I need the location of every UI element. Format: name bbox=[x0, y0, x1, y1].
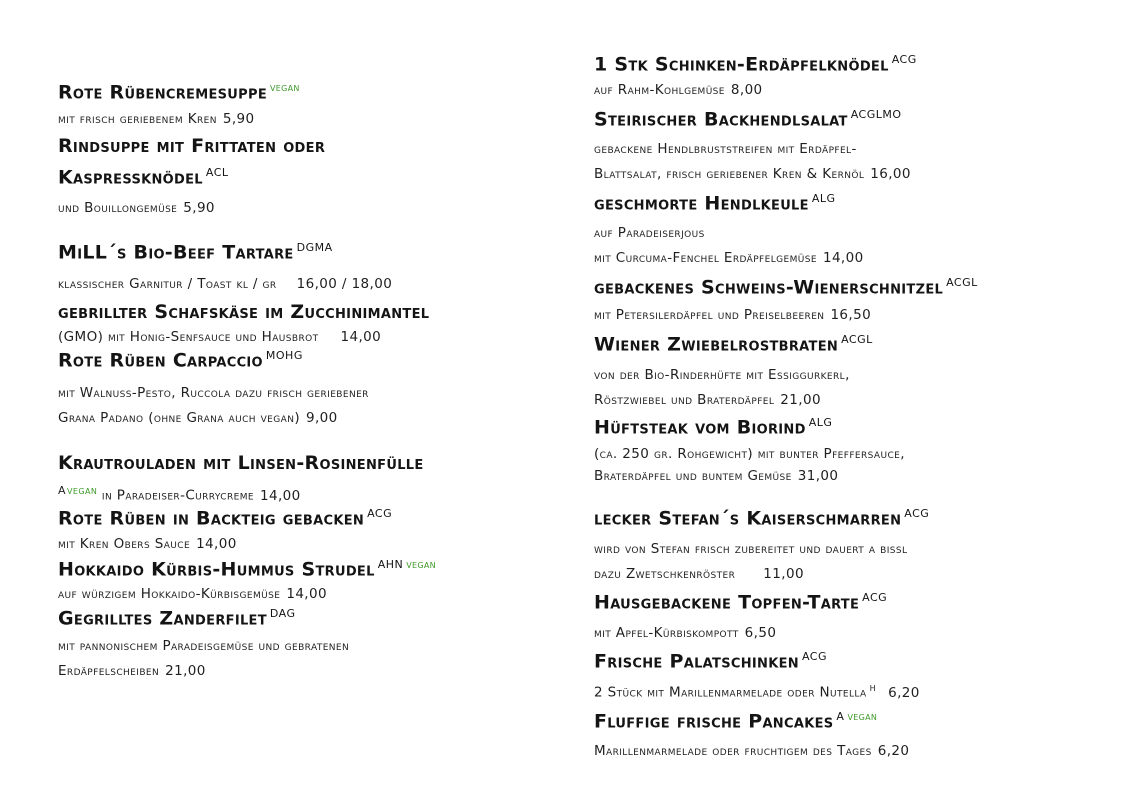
allergen-code: ALG bbox=[811, 192, 836, 205]
price: 9,00 bbox=[306, 410, 338, 426]
allergen-code: DGMA bbox=[296, 241, 333, 254]
price: 14,00 bbox=[822, 250, 864, 266]
dish-title: Rote Rüben Carpaccio $^{MOHG}$ bbox=[58, 349, 303, 372]
dish-name: Rote Rübencremesuppe bbox=[58, 81, 268, 104]
price: 11,00 bbox=[763, 566, 804, 582]
allergen-code: ACG bbox=[801, 650, 827, 663]
dish-description: dazu Zwetschkenröster 11,00 bbox=[594, 566, 804, 582]
vegan-tag: vegan bbox=[270, 80, 300, 94]
dish-description: $^A$vegan in Paradeiser-Currycreme 14,00 bbox=[58, 483, 301, 504]
dish-description: von der Bio-Rinderhüfte mit Essiggurkerl, bbox=[594, 367, 850, 383]
price: 16,00 / 18,00 bbox=[296, 276, 393, 292]
price: 14,00 bbox=[196, 536, 237, 552]
price: 6,20 bbox=[888, 684, 920, 701]
dish-description: Röstzwiebel und Braterdäpfel 21,00 bbox=[594, 392, 821, 408]
dish-description: auf Paradeiserjous bbox=[594, 225, 705, 241]
allergen-code: H bbox=[869, 684, 877, 693]
dish-title: gebackenes Schweins-Wienerschnitzel $^{ACGL}$ bbox=[594, 276, 978, 299]
dish-description: klassischer Garnitur / Toast kl / gr 16,00 / 18,00 bbox=[58, 276, 393, 292]
dish-description: und Bouillongemüse 5,90 bbox=[58, 200, 215, 216]
price: 14,00 bbox=[259, 487, 301, 504]
price: 14,00 bbox=[340, 329, 382, 345]
allergen-code: ACG bbox=[891, 53, 917, 66]
dish-title: Krautrouladen mit Linsen-Rosinenfülle bbox=[58, 452, 424, 474]
dish-description: Marillenmarmelade oder fruchtigem des Tages 6,20 bbox=[594, 743, 910, 759]
dish-title: Hüftsteak vom Biorind $^{ALG}$ bbox=[594, 416, 833, 439]
allergen-code: ACL bbox=[205, 166, 229, 179]
dish-description: auf Rahm-Kohlgemüse 8,00 bbox=[594, 82, 763, 98]
dish-description: (GMO) mit Honig-Senfsauce und Hausbrot 14,00 bbox=[58, 329, 382, 345]
allergen-code: ALG bbox=[808, 416, 833, 429]
allergen-code: MOHG bbox=[265, 349, 303, 362]
dish-title: lecker Stefan´s Kaiserschmarren $^{ACG}$ bbox=[594, 507, 930, 530]
dish-description: mit Petersilerdäpfel und Preiselbeeren 16,50 bbox=[594, 307, 872, 323]
dish-description: Blattsalat, frisch geriebener Kren & Kernöl 16,00 bbox=[594, 166, 911, 182]
dish-title: Fluffige frische Pancakes $^A$ $^{vegan}$ bbox=[594, 709, 878, 733]
allergen-code: A bbox=[836, 710, 845, 723]
allergen-code: DAG bbox=[269, 607, 296, 620]
dish-title: Wiener Zwiebelrostbraten $^{ACGL}$ bbox=[594, 333, 873, 356]
allergen-code: ACG bbox=[367, 507, 393, 520]
allergen-code: ACGL bbox=[841, 333, 873, 346]
allergen-code: ACG bbox=[862, 591, 888, 604]
allergen-code: ACGL bbox=[946, 276, 978, 289]
vegan-tag: vegan bbox=[67, 483, 98, 497]
dish-description: gebackene Hendlbruststreifen mit Erdäpfel- bbox=[594, 141, 857, 157]
price: 14,00 bbox=[286, 586, 327, 602]
vegan-tag: vegan bbox=[847, 709, 878, 723]
dish-description: mit Curcuma-Fenchel Erdäpfelgemüse 14,00 bbox=[594, 250, 864, 266]
price: 5,90 bbox=[183, 200, 215, 216]
dish-description: mit Apfel-Kürbiskompott 6,50 bbox=[594, 625, 777, 641]
dish-description: Grana Padano (ohne Grana auch vegan) 9,00 bbox=[58, 410, 338, 426]
dish-description: mit Kren Obers Sauce 14,00 bbox=[58, 536, 237, 552]
price: 21,00 bbox=[780, 392, 821, 408]
dish-title: Hokkaido Kürbis-Hummus Strudel $^{AHN}$ $^{vegan}$ bbox=[58, 557, 436, 581]
price: 16,50 bbox=[830, 307, 872, 323]
dish-description: (ca. 250 gr. Rohgewicht) mit bunter Pfeffersauce, bbox=[594, 446, 905, 462]
dish-title: 1 Stk Schinken-Erdäpfelknödel $^{ACG}$ bbox=[594, 53, 917, 76]
dish-description: wird von Stefan frisch zubereitet und dauert a bissl bbox=[594, 541, 908, 557]
dish-title: Steirischer Backhendlsalat $^{ACGLMO}$ bbox=[594, 108, 902, 131]
dish-description: auf würzigem Hokkaido-Kürbisgemüse 14,00 bbox=[58, 586, 327, 602]
dish-title: geschmorte Hendlkeule $^{ALG}$ bbox=[594, 192, 836, 215]
dish-description: mit frisch geriebenem Kren 5,90 bbox=[58, 111, 255, 127]
dish-description: mit Walnuss-Pesto, Ruccola dazu frisch geriebener bbox=[58, 385, 369, 401]
dish-description: Braterdäpfel und buntem Gemüse 31,00 bbox=[594, 468, 839, 484]
dish-title: MiLL´s Bio-Beef Tartare $^{DGMA}$ bbox=[58, 241, 333, 264]
allergen-code: A bbox=[58, 484, 67, 497]
price: 31,00 bbox=[797, 468, 839, 484]
allergen-code: ACGLMO bbox=[850, 108, 902, 121]
dish-title: Kaspressknödel $^{ACL}$ bbox=[58, 166, 229, 189]
dish-title: Rote Rüben in Backteig gebacken $^{ACG}$ bbox=[58, 507, 393, 530]
dish-description: 2 Stück mit Marillenmarmelade oder Nutella $^H$ 6,20 bbox=[594, 684, 920, 701]
price: 6,50 bbox=[744, 625, 777, 641]
dish-title: Gegrilltes Zanderfilet $^{DAG}$ bbox=[58, 607, 296, 630]
price: 5,90 bbox=[222, 111, 255, 127]
price: 8,00 bbox=[730, 82, 763, 98]
dish-title bbox=[58, 80, 300, 103]
dish-description: mit pannonischem Paradeisgemüse und gebratenen bbox=[58, 638, 350, 654]
dish-title: Rindsuppe mit Frittaten oder bbox=[58, 135, 326, 157]
price: 16,00 bbox=[870, 166, 911, 182]
dish-title: Hausgebackene Topfen-Tarte $^{ACG}$ bbox=[594, 591, 888, 614]
price: 21,00 bbox=[165, 663, 206, 679]
dish-description: Erdäpfelscheiben 21,00 bbox=[58, 663, 206, 679]
dish-title: Frische Palatschinken $^{ACG}$ bbox=[594, 650, 827, 673]
price: 6,20 bbox=[877, 743, 910, 759]
vegan-tag: vegan bbox=[406, 557, 436, 571]
dish-title: gebrillter Schafskäse im Zucchinimantel bbox=[58, 301, 430, 323]
allergen-code: ACG bbox=[904, 507, 930, 520]
allergen-code: AHN bbox=[377, 558, 404, 571]
